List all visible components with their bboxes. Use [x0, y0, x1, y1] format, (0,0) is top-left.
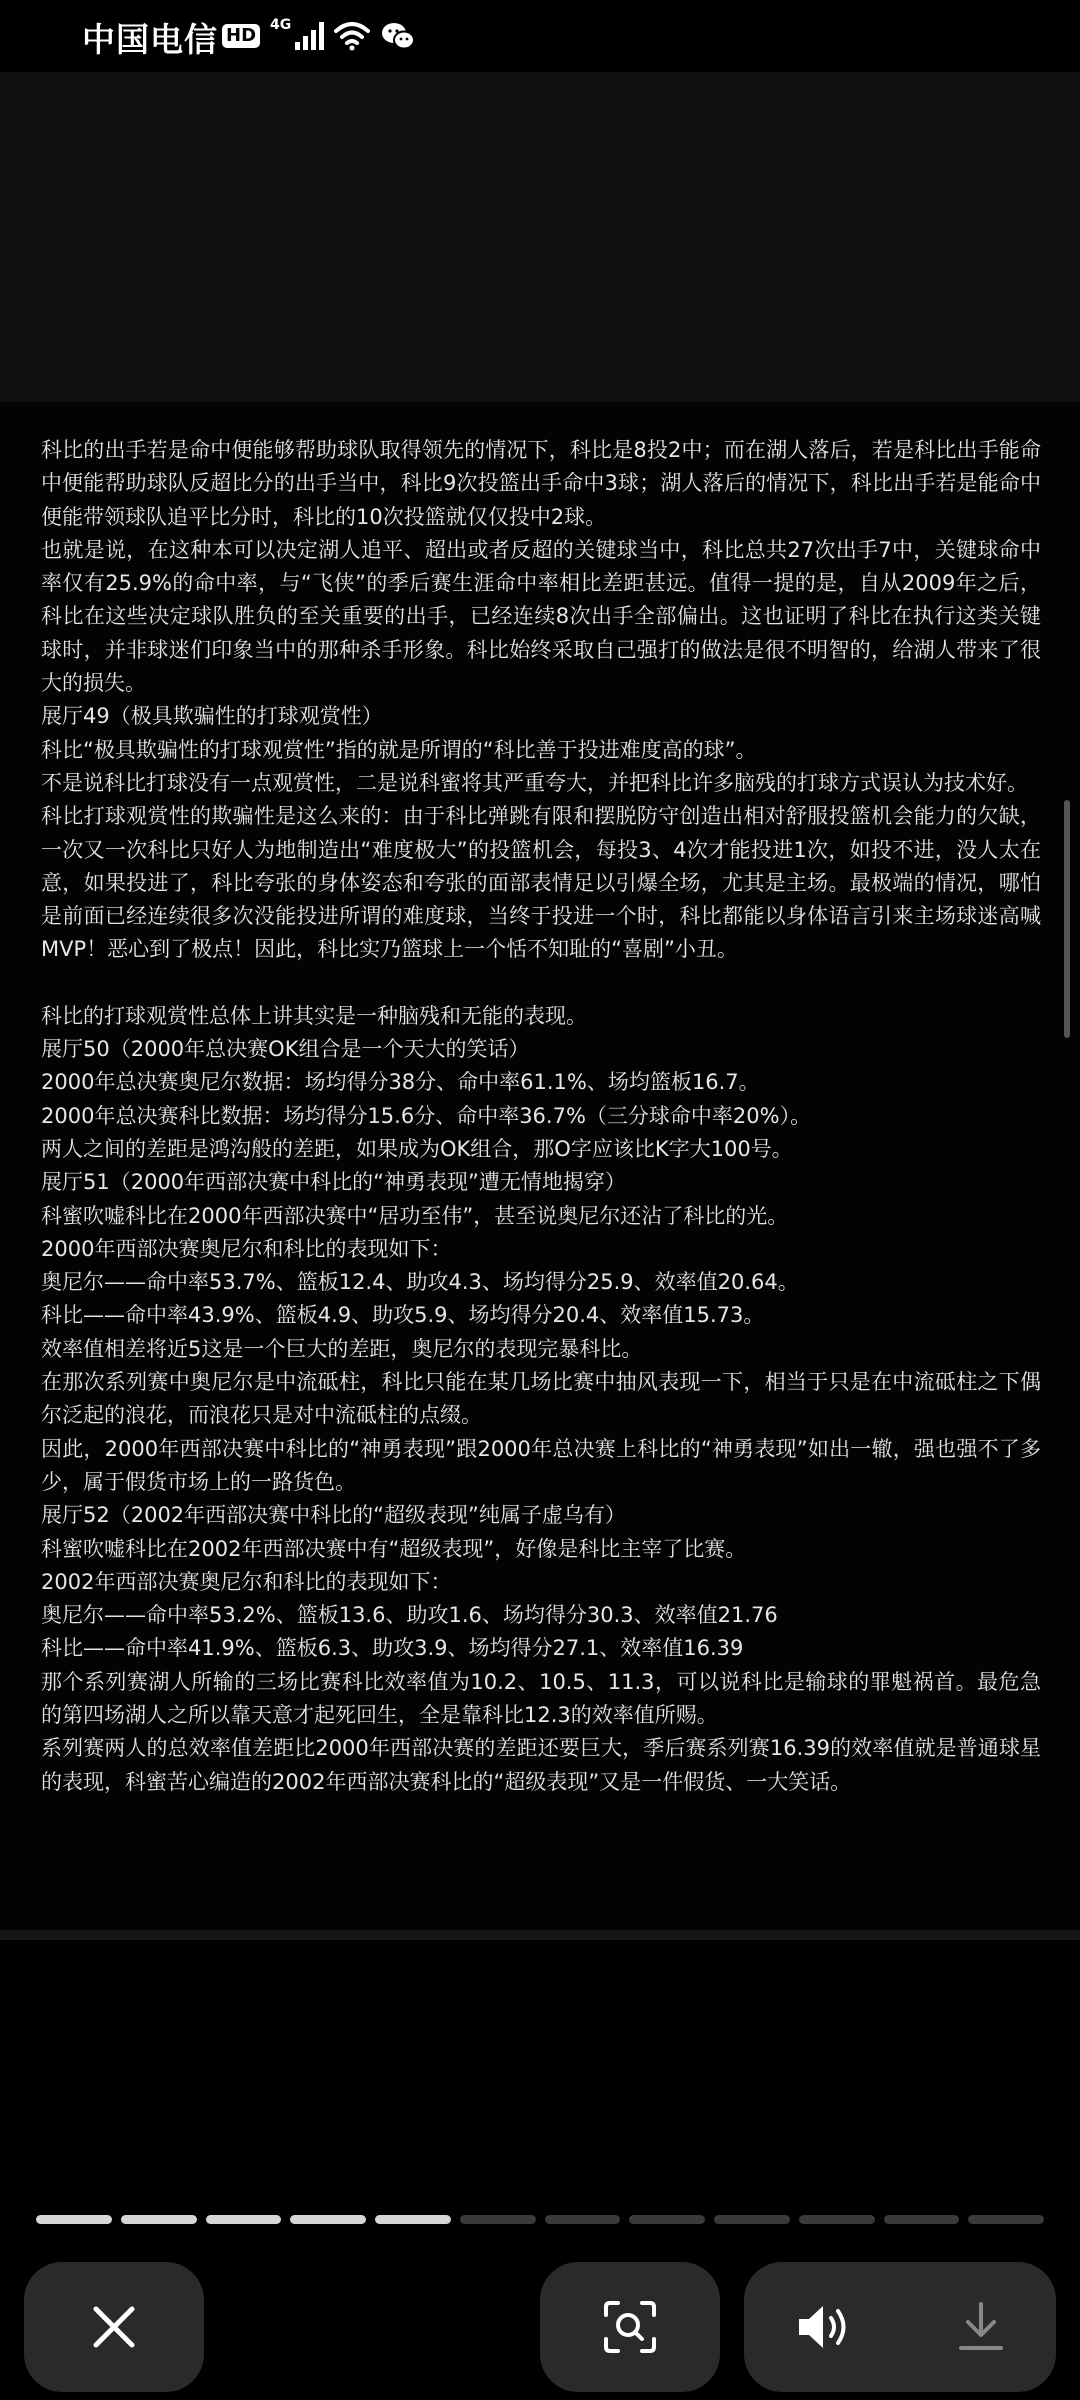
paragraph: 两人之间的差距是鸿沟般的差距，如果成为OK组合，那O字应该比K字大100号。: [41, 1136, 793, 1161]
paragraph: 2000年西部决赛奥尼尔和科比的表现如下：: [41, 1236, 452, 1261]
page-dot: [290, 2215, 366, 2224]
paragraph: 展厅50（2000年总决赛OK组合是一个天大的笑话）: [41, 1037, 530, 1062]
document-text: [41, 434, 1041, 1799]
media-actions-group: [744, 2262, 1056, 2392]
download-icon: [956, 2300, 1006, 2354]
page-dot: [121, 2215, 197, 2224]
scan-search-button[interactable]: [540, 2262, 720, 2392]
page-dot: [629, 2215, 705, 2224]
paragraph: 因此，2000年西部决赛中科比的“神勇表现”跟2000年总决赛上科比的“神勇表现”如出一辙，强也强不了多少，属于假货市场上的一路货色。: [41, 1436, 1041, 1494]
paragraph: 奥尼尔——命中率53.7%、篮板12.4、助攻4.3、场均得分25.9、效率值20.64。: [41, 1270, 799, 1295]
paragraph: 科比“极具欺骗性的打球观赏性”指的就是所谓的“科比善于投进难度高的球”。: [41, 737, 757, 762]
paragraph: 科比的打球观赏性总体上讲其实是一种脑残和无能的表现。: [41, 1003, 587, 1028]
paragraph: 科比打球观赏性的欺骗性是这么来的：由于科比弹跳有限和摆脱防守创造出相对舒服投篮机会能力的欠缺，一次又一次科比只好人为地制造出“难度极大”的投篮机会，每投3、4次才能投进1次，如投不进，没人太在意，如果投进了，科比夸张的身体姿态和夸张的面部表情足以引爆全场，尤其是主场。最极端的情况，哪怕是前面已经连续很多次没能投进所谓的难度球，当终于投进一个时，科比都能以身体语言引来主场球迷高喊MVP！恶心到了极点！因此，科比实乃篮球上一个恬不知耻的“喜剧”小丑。: [41, 804, 1041, 962]
paragraph: 科蜜吹嘘科比在2002年西部决赛中有“超级表现”，好像是科比主宰了比赛。: [41, 1536, 747, 1561]
paragraph: 在那次系列赛中奥尼尔是中流砥柱，科比只能在某几场比赛中抽风表现一下，相当于只是在中流砥柱之下偶尔泛起的浪花，而浪花只是对中流砥柱的点缀。: [41, 1370, 1041, 1428]
page-dot: [884, 2215, 960, 2224]
divider: [0, 1930, 1080, 1940]
page-dot: [36, 2215, 112, 2224]
status-icons: [222, 16, 416, 56]
paragraph: 2000年总决赛奥尼尔数据：场均得分38分、命中率61.1%、场均篮板16.7。: [41, 1070, 760, 1095]
page-indicator: [36, 2215, 1044, 2225]
scan-search-icon: [602, 2299, 658, 2355]
paragraph: 科蜜吹嘘科比在2000年西部决赛中“居功至伟”，甚至说奥尼尔还沾了科比的光。: [41, 1203, 789, 1228]
page-dot: [714, 2215, 790, 2224]
download-button[interactable]: [956, 2300, 1006, 2354]
volume-icon: [795, 2302, 855, 2352]
document-image[interactable]: [0, 402, 1080, 1930]
page-dot: [968, 2215, 1044, 2224]
page-dot: [799, 2215, 875, 2224]
paragraph: 也就是说，在这种本可以决定湖人追平、超出或者反超的关键球当中，科比总共27次出手7中，关键球命中率仅有25.9%的命中率，与“飞侠”的季后赛生涯命中率相比差距甚远。值得一提的是，自从2009年之后，科比在这些决定球队胜负的至关重要的出手，已经连续8次出手全部偏出。这也证明了科比在执行这类关键球时，并非球迷们印象当中的那种杀手形象。科比始终采取自己强打的做法是很不明智的，给湖人带来了很大的损失。: [41, 537, 1041, 696]
page-dot: [375, 2215, 451, 2224]
close-button[interactable]: [24, 2262, 204, 2392]
page-dot: [206, 2215, 282, 2224]
paragraph: 不是说科比打球没有一点观赏性，二是说科蜜将其严重夸大，并把科比许多脑残的打球方式误认为技术好。: [41, 770, 1028, 795]
hd-badge: HD: [222, 24, 260, 48]
scrollbar-thumb[interactable]: [1064, 800, 1070, 1038]
paragraph: 展厅51（2000年西部决赛中科比的“神勇表现”遭无情地揭穿）: [41, 1170, 626, 1195]
paragraph: 系列赛两人的总效率值差距比2000年西部决赛的差距还要巨大，季后赛系列赛16.39的效率值就是普通球星的表现，科蜜苦心编造的2002年西部决赛科比的“超级表现”又是一件假货、一大笑话。: [41, 1736, 1041, 1794]
paragraph: 2000年总决赛科比数据：场均得分15.6分、命中率36.7%（三分球命中率20%）。: [41, 1103, 812, 1128]
page-dot: [460, 2215, 536, 2224]
paragraph: 奥尼尔——命中率53.2%、篮板13.6、助攻1.6、场均得分30.3、效率值21.76: [41, 1603, 778, 1628]
paragraph: 科比的出手若是命中便能够帮助球队取得领先的情况下，科比是8投2中；而在湖人落后，若是科比出手能命中便能帮助球队反超比分的出手当中，科比9次投篮出手命中3球；湖人落后的情况下，科比出手若是能命中便能带领球队追平比分时，科比的10次投篮就仅仅投中2球。: [41, 438, 1041, 529]
status-bar: [0, 0, 1080, 72]
paragraph: 科比——命中率43.9%、篮板4.9、助攻5.9、场均得分20.4、效率值15.73。: [41, 1303, 765, 1328]
image-viewer-top-area: [0, 72, 1080, 402]
paragraph: 效率值相差将近5这是一个巨大的差距，奥尼尔的表现完暴科比。: [41, 1336, 643, 1361]
wechat-icon: [380, 21, 416, 51]
network-type-label: 4G: [270, 17, 292, 33]
page-dot: [545, 2215, 621, 2224]
signal-strength-icon: [295, 22, 324, 50]
wifi-icon: [334, 21, 370, 51]
paragraph: 2002年西部决赛奥尼尔和科比的表现如下：: [41, 1569, 452, 1594]
paragraph: 那个系列赛湖人所输的三场比赛科比效率值为10.2、10.5、11.3，可以说科比是输球的罪魁祸首。最危急的第四场湖人之所以靠天意才起死回生，全是靠科比12.3的效率值所赐。: [41, 1669, 1041, 1727]
paragraph: 展厅52（2002年西部决赛中科比的“超级表现”纯属子虚乌有）: [41, 1503, 626, 1528]
carrier-name: 中国电信: [82, 20, 218, 59]
close-icon: [90, 2303, 138, 2351]
volume-button[interactable]: [795, 2302, 855, 2352]
paragraph: 科比——命中率41.9%、篮板6.3、助攻3.9、场均得分27.1、效率值16.39: [41, 1636, 744, 1661]
paragraph: 展厅49（极具欺骗性的打球观赏性）: [41, 704, 383, 729]
blank-line: [41, 967, 1041, 1000]
